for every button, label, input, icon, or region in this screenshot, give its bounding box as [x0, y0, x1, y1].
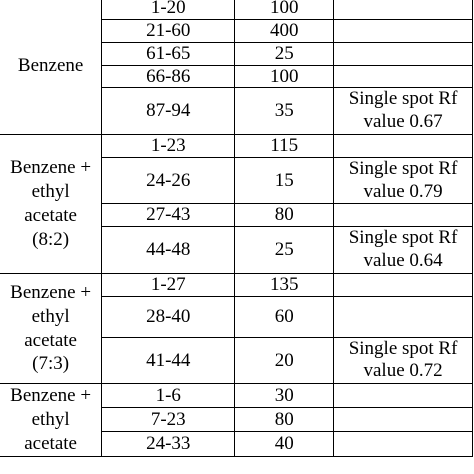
- solvent-cell: [0, 273, 102, 383]
- fraction-cell: 41-44: [102, 337, 235, 384]
- fraction-cell: 66-86: [102, 65, 235, 88]
- remark-cell: [334, 227, 473, 274]
- fraction-cell: 7-23: [102, 408, 235, 432]
- volume-cell: 400: [235, 19, 334, 42]
- solvent-line: acetate: [24, 204, 77, 226]
- fraction-cell: 1-23: [102, 134, 235, 157]
- remark-cell: [334, 337, 473, 384]
- remark-cell: [334, 384, 473, 408]
- remark-line: value 0.64: [363, 250, 443, 272]
- fraction-cell: 21-60: [102, 19, 235, 42]
- remark-line: Single spot Rf: [348, 157, 458, 179]
- remark-cell: [334, 273, 473, 296]
- solvent-line: ethyl: [31, 181, 70, 203]
- table-row: [0, 273, 473, 296]
- solvent-line: Benzene +: [10, 157, 92, 179]
- volume-cell: 15: [235, 157, 334, 204]
- fraction-cell: 28-40: [102, 296, 235, 337]
- solvent-cell: [0, 134, 102, 273]
- fraction-cell: 27-43: [102, 204, 235, 227]
- fraction-cell: 61-65: [102, 42, 235, 65]
- remark-line: value 0.67: [363, 111, 443, 133]
- volume-cell: 80: [235, 204, 334, 227]
- volume-cell: 30: [235, 384, 334, 408]
- remark-cell: [334, 134, 473, 157]
- remark-cell: [334, 408, 473, 432]
- solvent-line: acetate: [24, 329, 77, 351]
- remark-cell: [334, 157, 473, 204]
- volume-cell: 25: [235, 227, 334, 274]
- remark-cell: [334, 65, 473, 88]
- volume-cell: 25: [235, 42, 334, 65]
- solvent-line: Benzene +: [10, 385, 92, 407]
- solvent-line: (7:3): [32, 353, 70, 375]
- remark-line: Single spot Rf: [348, 227, 458, 249]
- volume-cell: 40: [235, 432, 334, 456]
- remark-line: value 0.79: [363, 180, 443, 202]
- remark-line: Single spot Rf: [348, 337, 458, 359]
- table-row: [0, 384, 473, 408]
- fraction-cell: 24-33: [102, 432, 235, 456]
- fraction-cell: 1-20: [102, 0, 235, 19]
- volume-cell: 100: [235, 65, 334, 88]
- solvent-line: acetate: [24, 432, 77, 454]
- volume-cell: 60: [235, 296, 334, 337]
- fraction-cell: 1-27: [102, 273, 235, 296]
- solvent-line: ethyl: [31, 409, 70, 431]
- remark-cell: [334, 42, 473, 65]
- solvent-cell: [0, 384, 102, 456]
- solvent-line: Benzene +: [10, 282, 92, 304]
- remark-cell: [334, 19, 473, 42]
- volume-cell: 80: [235, 408, 334, 432]
- solvent-line: ethyl: [31, 305, 70, 327]
- volume-cell: 135: [235, 273, 334, 296]
- remark-line: Single spot Rf: [348, 88, 458, 110]
- remark-cell: [334, 296, 473, 337]
- volume-cell: 115: [235, 134, 334, 157]
- fraction-cell: 87-94: [102, 88, 235, 135]
- volume-cell: 100: [235, 0, 334, 19]
- volume-cell: 35: [235, 88, 334, 135]
- remark-cell: [334, 432, 473, 456]
- table-row: [0, 134, 473, 157]
- remark-cell: [334, 0, 473, 19]
- solvent-cell: [0, 0, 102, 134]
- volume-cell: 20: [235, 337, 334, 384]
- remark-cell: [334, 204, 473, 227]
- fraction-cell: 1-6: [102, 384, 235, 408]
- solvent-line: (8:2): [32, 228, 70, 250]
- remark-line: value 0.72: [363, 360, 443, 382]
- fraction-cell: 44-48: [102, 227, 235, 274]
- fraction-cell: 24-26: [102, 157, 235, 204]
- remark-cell: [334, 88, 473, 135]
- solvent-label: Benzene: [17, 54, 84, 76]
- table-row: [0, 0, 473, 19]
